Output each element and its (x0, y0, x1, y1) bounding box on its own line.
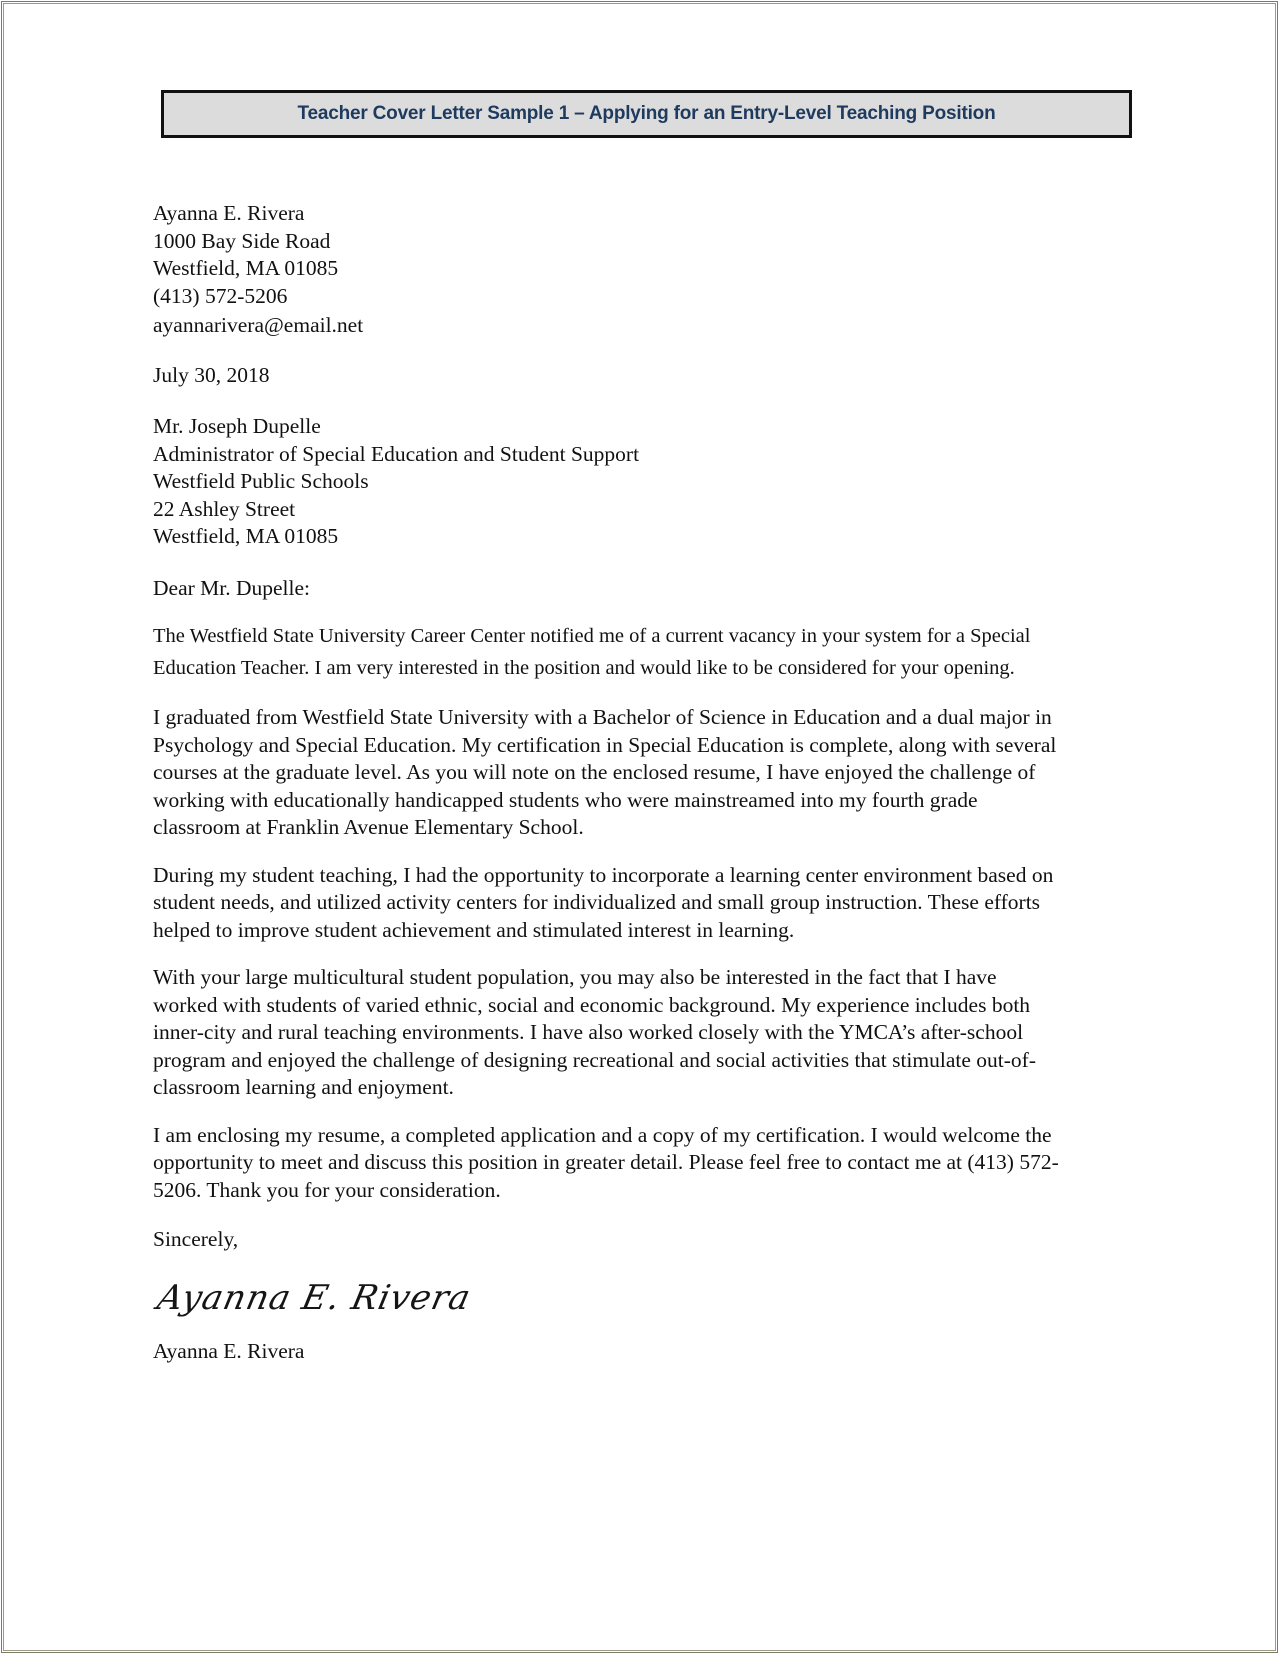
sender-address-block (153, 200, 1173, 340)
letter-date: July 30, 2018 (153, 362, 270, 387)
body-paragraph-4 (153, 964, 1173, 1102)
recipient-street: 22 Ashley Street (153, 496, 296, 521)
sender-city-state-zip: Westfield, MA 01085 (153, 256, 339, 280)
sender-phone: (413) 572-5206 (153, 283, 288, 308)
paragraph-line: With your large multicultural student population, you may also be interested in the fact that I have (153, 965, 997, 989)
sender-email: ayannarivera@email.net (153, 313, 364, 337)
typed-name: Ayanna E. Rivera (153, 1338, 305, 1363)
cover-letter (153, 200, 1173, 1365)
recipient-city-state-zip: Westfield, MA 01085 (153, 524, 339, 548)
paragraph-line: Psychology and Special Education. My certification in Special Education is complete, along with several (153, 732, 1057, 757)
recipient-address-block (153, 413, 1173, 551)
paragraph-line: I graduated from Westfield State University with a Bachelor of Science in Education and a dual major in (153, 705, 1052, 729)
body-paragraph-3 (153, 862, 1173, 945)
recipient-name: Mr. Joseph Dupelle (153, 414, 321, 438)
paragraph-line: helped to improve student achievement and stimulated interest in learning. (153, 917, 795, 942)
paragraph-line: 5206. Thank you for your consideration. (153, 1177, 501, 1202)
paragraph-line: Education Teacher. I am very interested in the position and would like to be considered for your opening. (153, 657, 1015, 679)
paragraph-line: inner-city and rural teaching environments. I have also worked closely with the YMCA’s after-school (153, 1020, 1024, 1044)
paragraph-line: worked with students of varied ethnic, social and economic background. My experience includes both (153, 992, 1031, 1017)
paragraph-line: working with educationally handicapped students who were mainstreamed into my fourth grade (153, 787, 978, 812)
body-paragraph-2 (153, 704, 1173, 842)
sender-street: 1000 Bay Side Road (153, 228, 331, 253)
paragraph-line: classroom at Franklin Avenue Elementary School. (153, 815, 584, 839)
paragraph-line: program and enjoyed the challenge of designing recreational and social activities that stimulate out-of- (153, 1047, 1036, 1072)
closing: Sincerely, (153, 1227, 239, 1251)
paragraph-line: courses at the graduate level. As you will note on the enclosed resume, I have enjoyed the challenge of (153, 760, 1036, 784)
recipient-organization: Westfield Public Schools (153, 469, 369, 493)
paragraph-line: classroom learning and enjoyment. (153, 1075, 454, 1099)
paragraph-line: opportunity to meet and discuss this position in greater detail. Please feel free to contact me at (413) 572- (153, 1150, 1059, 1174)
document-title-box (161, 90, 1132, 138)
paragraph-line: The Westfield State University Career Center notified me of a current vacancy in your system for a Special (153, 625, 1031, 647)
salutation: Dear Mr. Dupelle: (153, 575, 311, 600)
document-title: Teacher Cover Letter Sample 1 – Applying for an Entry-Level Teaching Position (297, 103, 996, 124)
handwritten-signature: Ayanna E. Rivera (153, 1277, 475, 1318)
sender-name: Ayanna E. Rivera (153, 201, 305, 225)
body-paragraph-1 (153, 620, 1173, 684)
body-paragraph-5 (153, 1122, 1173, 1205)
paragraph-line: student needs, and utilized activity centers for individualized and small group instruction. These efforts (153, 890, 1041, 914)
paragraph-line: During my student teaching, I had the opportunity to incorporate a learning center environment based on (153, 862, 1054, 887)
paragraph-line: I am enclosing my resume, a completed application and a copy of my certification. I would welcome the (153, 1122, 1052, 1147)
recipient-title: Administrator of Special Education and Student Support (153, 441, 640, 466)
